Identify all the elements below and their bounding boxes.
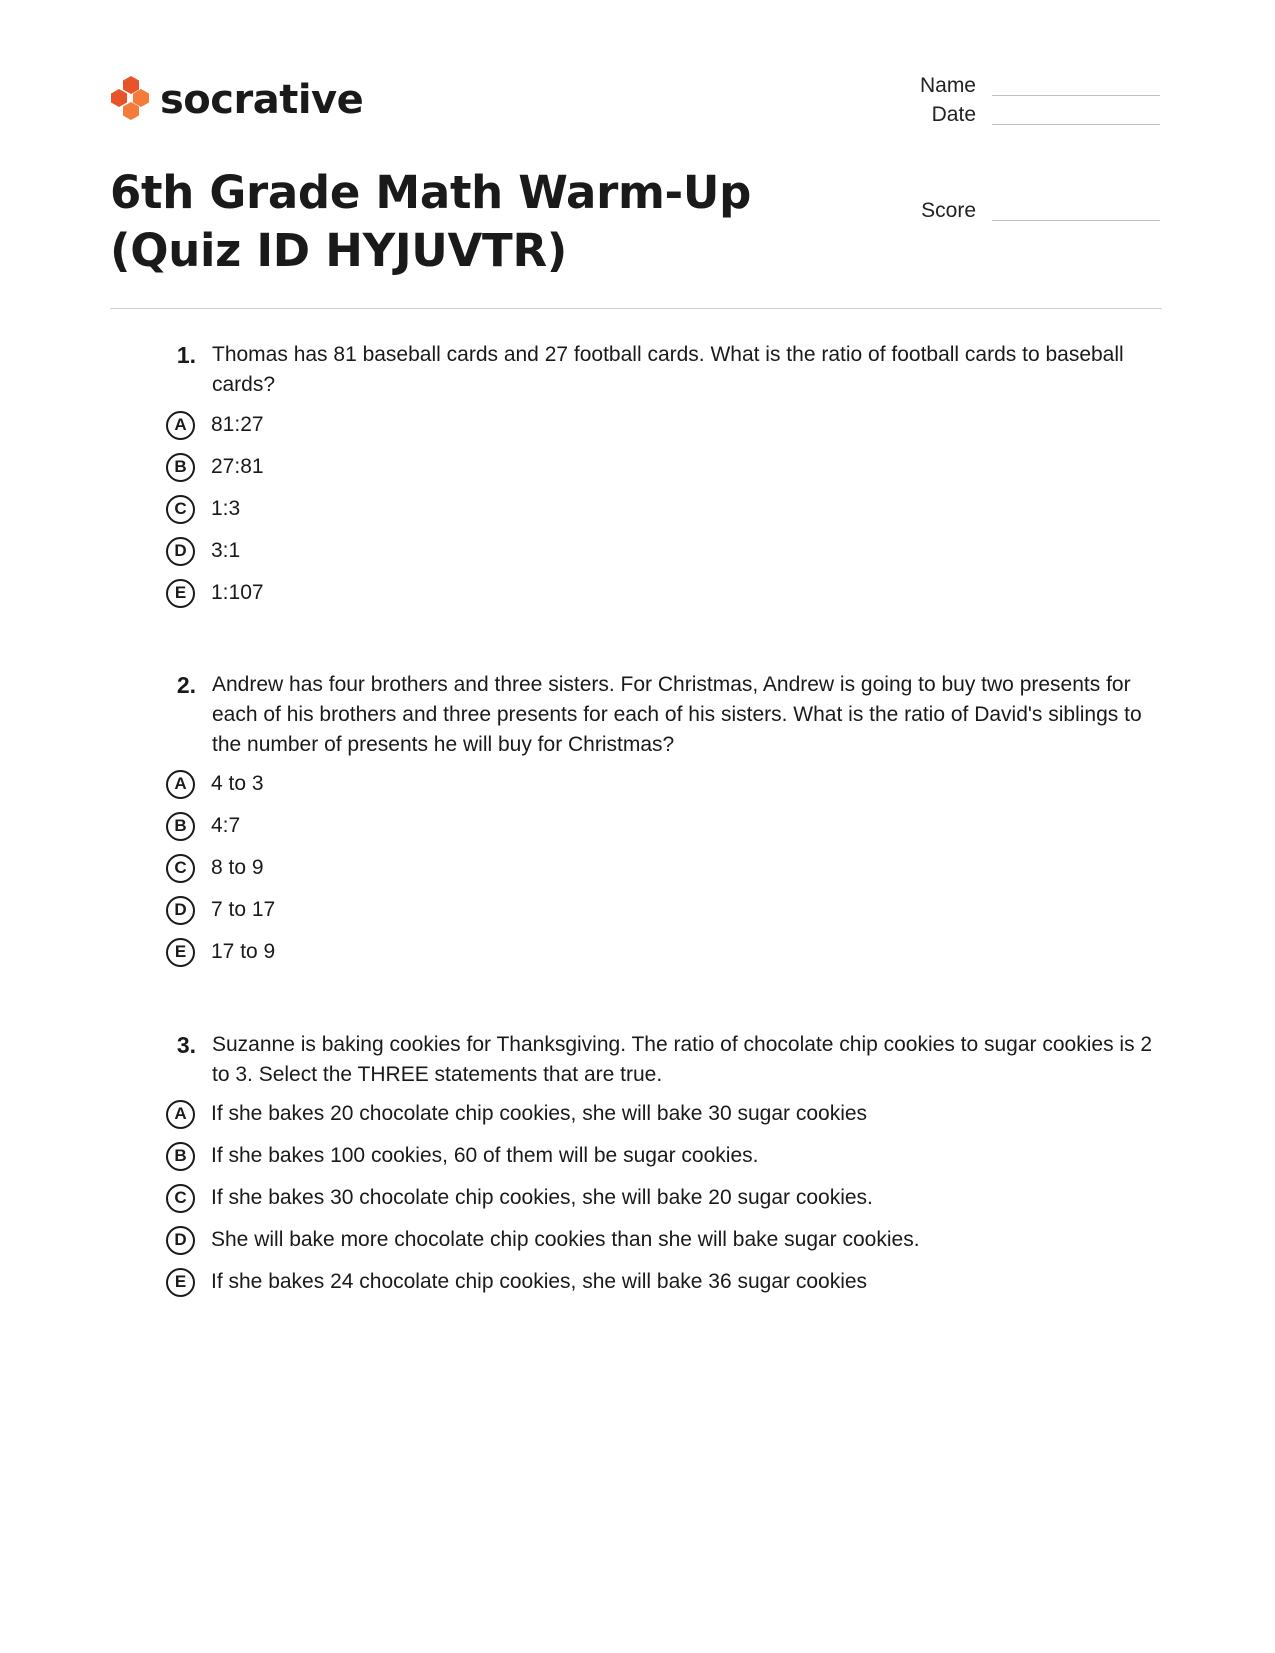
option-text: If she bakes 100 cookies, 60 of them will be sugar cookies. (211, 1144, 759, 1167)
option-text: 17 to 9 (211, 940, 276, 963)
page-title: 6th Grade Math Warm-Up (Quiz ID HYJUVTR) (110, 166, 752, 277)
option-letter[interactable]: D (166, 896, 195, 925)
option-letter[interactable]: E (166, 938, 195, 967)
option-text: If she bakes 30 chocolate chip cookies, she will bake 20 sugar cookies. (211, 1186, 873, 1209)
option-e[interactable] (166, 935, 275, 969)
option-b[interactable] (166, 1139, 758, 1173)
option-letter[interactable]: E (166, 579, 195, 608)
option-letter[interactable]: A (166, 770, 195, 799)
score-label: Score (921, 199, 976, 222)
option-d[interactable] (166, 1223, 920, 1257)
question-number: 2. (176, 672, 196, 698)
question-text: Thomas has 81 baseball cards and 27 football cards. What is the ratio of football cards to baseball cards? (212, 343, 1124, 396)
question-number: 1. (176, 342, 196, 368)
option-text: 81:27 (211, 413, 264, 436)
option-b[interactable] (166, 450, 264, 484)
name-label: Name (919, 74, 976, 97)
date-field[interactable] (866, 103, 1160, 127)
question-number: 3. (176, 1032, 196, 1058)
option-text: 1:107 (211, 581, 264, 604)
option-letter[interactable]: B (166, 1142, 195, 1171)
option-letter[interactable]: C (166, 1184, 195, 1213)
option-letter[interactable]: E (166, 1268, 195, 1297)
option-letter[interactable]: B (166, 453, 195, 482)
option-d[interactable] (166, 893, 275, 927)
option-text: 3:1 (211, 539, 241, 562)
option-letter[interactable]: B (166, 812, 195, 841)
option-text: 4:7 (211, 814, 241, 837)
name-field[interactable] (866, 74, 1160, 98)
score-field[interactable] (866, 199, 1160, 223)
option-c[interactable] (166, 851, 264, 885)
option-text: She will bake more chocolate chip cookies than she will bake sugar cookies. (211, 1228, 920, 1251)
socrative-hexagon-icon (110, 74, 150, 126)
option-a[interactable] (166, 408, 264, 442)
option-text: If she bakes 24 chocolate chip cookies, she will bake 36 sugar cookies (211, 1270, 868, 1293)
option-text: 1:3 (211, 497, 241, 520)
option-letter[interactable]: A (166, 411, 195, 440)
option-letter[interactable]: A (166, 1100, 195, 1129)
option-text: If she bakes 20 chocolate chip cookies, she will bake 30 sugar cookies (211, 1102, 868, 1125)
option-e[interactable] (166, 1265, 867, 1299)
option-letter[interactable]: D (166, 537, 195, 566)
socrative-logo (110, 72, 363, 128)
date-label: Date (931, 103, 976, 126)
option-letter[interactable]: C (166, 854, 195, 883)
option-letter[interactable]: D (166, 1226, 195, 1255)
option-d[interactable] (166, 534, 240, 568)
option-c[interactable] (166, 492, 240, 526)
name-line[interactable] (992, 77, 1160, 96)
brand-name: socrative (160, 77, 364, 123)
option-b[interactable] (166, 809, 240, 843)
option-text: 27:81 (211, 455, 264, 478)
header-divider (110, 308, 1162, 309)
option-a[interactable] (166, 1097, 867, 1131)
question-text: Andrew has four brothers and three sisters. For Christmas, Andrew is going to buy two presents for each of his brothers and three presents for each of his sisters. What is the ratio of David's siblings to the number of presents he will buy for Christmas? (212, 673, 1142, 756)
score-line[interactable] (992, 202, 1160, 221)
date-line[interactable] (992, 106, 1160, 125)
option-text: 4 to 3 (211, 772, 264, 795)
option-letter[interactable]: C (166, 495, 195, 524)
option-text: 7 to 17 (211, 898, 276, 921)
option-a[interactable] (166, 767, 264, 801)
option-e[interactable] (166, 576, 264, 610)
option-text: 8 to 9 (211, 856, 264, 879)
option-c[interactable] (166, 1181, 873, 1215)
question-text: Suzanne is baking cookies for Thanksgiving. The ratio of chocolate chip cookies to sugar cookies is 2 to 3. Select the THREE statements that are true. (212, 1033, 1153, 1086)
